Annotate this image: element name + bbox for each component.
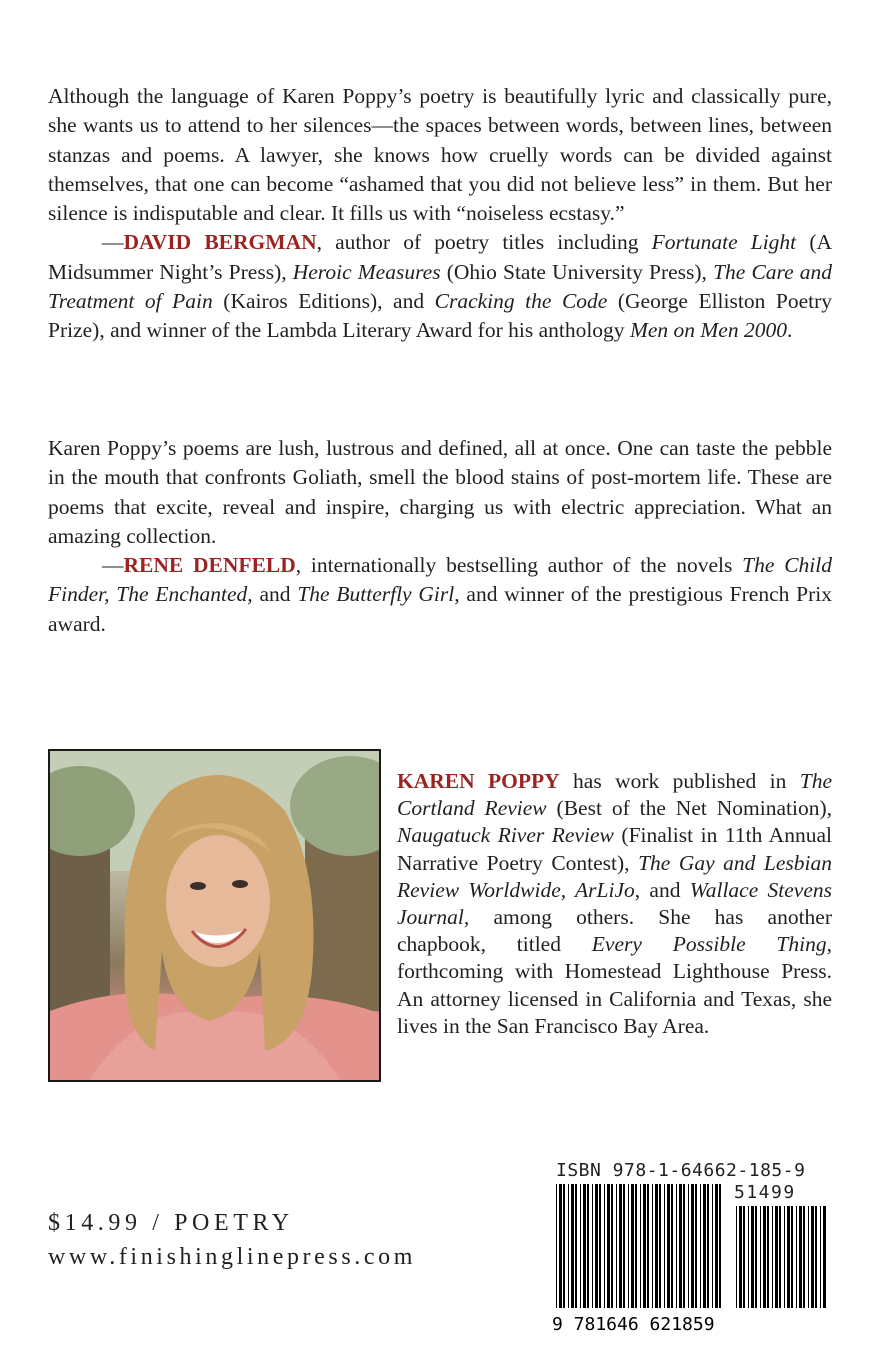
barcode-bar (811, 1206, 814, 1308)
publication-title: Wallace Stevens Journal (397, 877, 833, 930)
bio-text: (Finalist in 11th Annual Narrative Poetry Contest), (397, 823, 832, 875)
barcode-bar (679, 1184, 682, 1308)
attr-text: , internationally bestselling author of the novels (295, 553, 743, 578)
barcode-bar (739, 1206, 742, 1308)
barcode-bar (607, 1184, 610, 1308)
publication-title: Naugatuck River Review (397, 823, 614, 848)
attr-text: (Kairos Editions), and (212, 289, 435, 314)
bio-text: (Best of the Net Nomination), (546, 796, 832, 821)
barcode-bar (763, 1206, 766, 1308)
publisher-website: www.finishinglinepress.com (48, 1244, 417, 1270)
barcode-bar (767, 1206, 769, 1308)
barcode-bar (643, 1184, 646, 1308)
barcode-bar (556, 1184, 557, 1308)
barcode-bar (772, 1206, 773, 1308)
barcode-bar (707, 1184, 709, 1308)
barcode-bar (799, 1206, 802, 1308)
barcode-bar (715, 1184, 718, 1308)
barcode-bar (631, 1184, 634, 1308)
barcode-bar (575, 1184, 577, 1308)
barcode-bar (604, 1184, 605, 1308)
barcode-bar (664, 1184, 665, 1308)
isbn-barcode (550, 1158, 835, 1343)
barcode-bar (595, 1184, 598, 1308)
barcode-bar (820, 1206, 821, 1308)
book-title: The Care and Treatment of Pain (48, 259, 833, 314)
barcode-bar (796, 1206, 797, 1308)
barcode-bar (623, 1184, 625, 1308)
barcode-bar (755, 1206, 757, 1308)
blurb-attribution (48, 228, 832, 345)
barcode-bar (616, 1184, 617, 1308)
barcode-bar (640, 1184, 641, 1308)
author-bio (397, 768, 832, 1040)
barcode-bar (691, 1184, 694, 1308)
publication-title: The Cortland Review (397, 769, 832, 821)
barcode-bar (695, 1184, 697, 1308)
author-photo (48, 749, 381, 1082)
book-title: Heroic Measures (292, 259, 441, 284)
barcode-bar (784, 1206, 785, 1308)
book-title: Fortunate Light (651, 230, 797, 255)
barcode-bar (571, 1184, 574, 1308)
dash: — (102, 553, 124, 578)
barcode-bar (563, 1184, 565, 1308)
author-name: KAREN POPPY (397, 769, 560, 793)
author-name: DAVID BERGMAN (123, 230, 317, 255)
blurb-attribution (48, 551, 832, 639)
barcode-bar (647, 1184, 649, 1308)
barcode-bar (568, 1184, 569, 1308)
book-title: Men on Men 2000 (629, 318, 787, 343)
barcode-bar (628, 1184, 629, 1308)
barcode-bar (787, 1206, 790, 1308)
attr-text: , author of poetry titles including (316, 230, 652, 255)
blurb-denfeld (48, 434, 832, 639)
attr-text: and (252, 582, 298, 607)
barcode-bar (743, 1206, 745, 1308)
dash: — (102, 230, 124, 255)
barcode-bar (808, 1206, 809, 1308)
book-title: The Child Finder, The Enchanted, (48, 553, 832, 607)
barcode-bar (815, 1206, 817, 1308)
publication-title: The Gay and Lesbian Review Worldwide, ArLiJo (397, 850, 832, 902)
barcode-bar (791, 1206, 793, 1308)
barcode-bar (688, 1184, 689, 1308)
barcode-bar (580, 1184, 581, 1308)
bio-text: , and (634, 877, 690, 902)
publication-title: Every Possible Thing (591, 932, 827, 957)
barcode-bar (599, 1184, 601, 1308)
barcode-bar (583, 1184, 586, 1308)
barcode-bar (779, 1206, 781, 1308)
attr-text: (A Midsummer Night’s Press), (48, 230, 832, 284)
bio-text: , forthcoming with Homestead Lighthouse Press. An attorney licensed in California and Texas, she lives in the San Francisco Bay Area. (397, 932, 832, 1038)
barcode-bar (760, 1206, 761, 1308)
barcode-bar (712, 1184, 713, 1308)
barcode-bar (559, 1184, 562, 1308)
blurb-quote: Karen Poppy’s poems are lush, lustrous and defined, all at once. One can taste the pebble in the mouth that confronts Goliath, smell the blood stains of post-mortem life. These are poems that excite, reveal and inspire, charging us with electric appreciation. What an amazing collection. (48, 436, 832, 548)
barcode-bar (659, 1184, 661, 1308)
blurb-quote: Although the language of Karen Poppy’s poetry is beautifully lyric and classically pure, she wants us to attend to her silences—the spaces between words, between lines, between stanzas and poems. A lawyer, she knows how cruelly words can be divided against themselves, that one can become “ashamed that you did not believe less” in them. But her silence is indisputable and clear. It fills us with “noiseless ecstasy.” (48, 84, 832, 226)
ean-digits: 9 781646 621859 (552, 1314, 715, 1335)
barcode-bar (611, 1184, 613, 1308)
bio-text: has work published in (559, 769, 800, 793)
price-category: $14.99 / POETRY (48, 1210, 294, 1236)
barcode-bar (719, 1184, 721, 1308)
book-title: Cracking the Code (434, 289, 608, 314)
barcode-bar (667, 1184, 670, 1308)
barcode-bar (619, 1184, 622, 1308)
book-title: The Butterfly Girl (297, 582, 455, 607)
attr-text: (George Elliston Poetry Prize), and winner of the Lambda Literary Award for his anthology (48, 289, 832, 343)
bio-text: , among others. She has another chapbook, titled (397, 905, 832, 957)
barcode-bar (736, 1206, 737, 1308)
barcode-bar (683, 1184, 685, 1308)
barcode-bar (751, 1206, 754, 1308)
barcode-bar (703, 1184, 706, 1308)
barcode-bar (592, 1184, 593, 1308)
attr-text: (Ohio State University Press), (440, 259, 714, 284)
barcode-bar (775, 1206, 778, 1308)
barcode-bar (635, 1184, 637, 1308)
barcode-bar (803, 1206, 805, 1308)
barcode-bar (823, 1206, 826, 1308)
author-portrait-illustration (50, 751, 379, 1080)
attr-text: , and winner of the prestigious French Prix award. (48, 582, 832, 636)
barcode-bar (587, 1184, 589, 1308)
barcode-bar (652, 1184, 653, 1308)
barcode-bar (748, 1206, 749, 1308)
price-code: 51499 (734, 1182, 796, 1203)
blurb-bergman (48, 82, 832, 346)
barcode-bar (655, 1184, 658, 1308)
barcode-bar (676, 1184, 677, 1308)
barcode-bar (671, 1184, 673, 1308)
barcode-bar (700, 1184, 701, 1308)
isbn-number: ISBN 978-1-64662-185-9 (556, 1160, 806, 1181)
attr-text: . (786, 318, 793, 343)
author-name: RENE DENFELD (123, 553, 296, 578)
